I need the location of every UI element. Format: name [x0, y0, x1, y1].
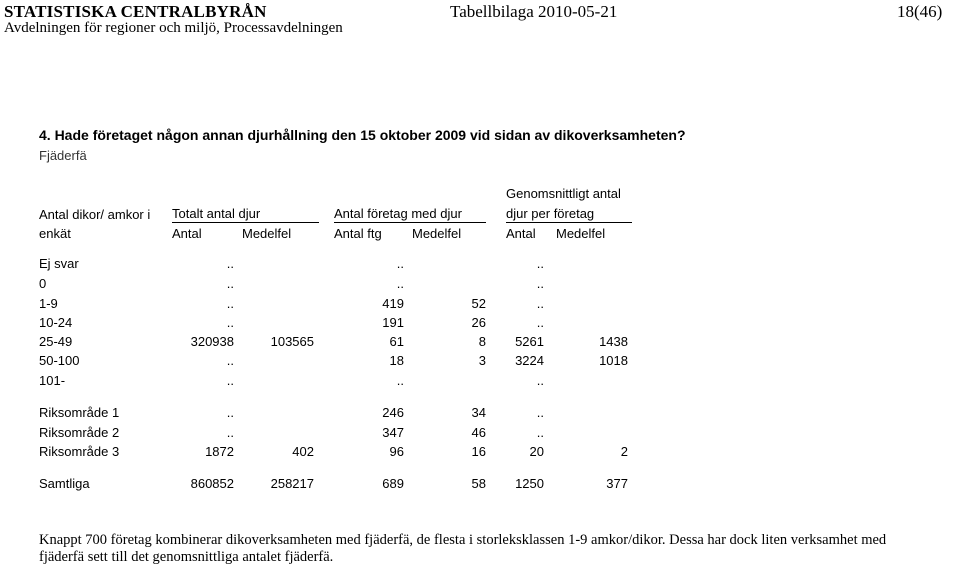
table-row: [0, 276, 960, 294]
row-label: Ej svar: [39, 256, 79, 271]
table-cell: ..: [226, 353, 234, 368]
table-cell: ..: [536, 373, 544, 388]
table-cell: ..: [226, 315, 234, 330]
table-cell: 61: [389, 334, 404, 349]
stub-header-line1: Antal dikor/ amkor i: [39, 207, 151, 222]
table-cell: 1018: [599, 353, 628, 368]
table-row: [0, 296, 960, 314]
footnote: [39, 532, 959, 566]
table-cell: 58: [471, 476, 486, 491]
subheader-antal-ftg: Antal ftg: [334, 226, 382, 241]
row-label: Riksområde 1: [39, 405, 120, 420]
table-cell: ..: [536, 425, 544, 440]
table-cell: 689: [382, 476, 404, 491]
row-label: 0: [39, 276, 47, 291]
table-cell: ..: [226, 373, 234, 388]
table-row: [0, 334, 960, 352]
table-row: [0, 425, 960, 443]
table-subtitle: Fjäderfä: [39, 148, 87, 163]
question-heading: 4. Hade företaget någon annan djurhållning den 15 oktober 2009 vid sidan av dikoverksamheten?: [39, 127, 686, 143]
table-cell: 320938: [190, 334, 234, 349]
table-cell: 1872: [205, 444, 234, 459]
table-cell: 402: [292, 444, 314, 459]
table-row: [0, 373, 960, 391]
table-cell: 5261: [515, 334, 544, 349]
table-cell: ..: [226, 256, 234, 271]
row-label: Riksområde 3: [39, 444, 120, 459]
table-cell: ..: [536, 315, 544, 330]
table-cell: ..: [226, 405, 234, 420]
row-label: 1-9: [39, 296, 58, 311]
table-cell: ..: [536, 276, 544, 291]
row-label: 50-100: [39, 353, 80, 368]
table-cell: 258217: [270, 476, 314, 491]
table-cell: ..: [396, 276, 404, 291]
table-cell: ..: [536, 256, 544, 271]
table-cell: 20: [529, 444, 544, 459]
table-cell: 34: [471, 405, 486, 420]
table-cell: 52: [471, 296, 486, 311]
subheader-medelfel-1: Medelfel: [242, 226, 292, 241]
table-row: [0, 476, 960, 494]
header-page-number: 18(46): [897, 2, 943, 21]
group-header-companies: Antal företag med djur: [334, 206, 462, 221]
table-cell: 103565: [270, 334, 314, 349]
row-label: Samtliga: [39, 476, 90, 491]
table-cell: ..: [396, 373, 404, 388]
table-cell: 3224: [515, 353, 544, 368]
table-row: [0, 256, 960, 274]
group-header-average-line1: Genomsnittligt antal: [506, 186, 621, 201]
row-label: Riksområde 2: [39, 425, 120, 440]
table-cell: ..: [226, 425, 234, 440]
group-header-average-line2: djur per företag: [506, 206, 595, 221]
table-cell: 860852: [190, 476, 234, 491]
row-label: 25-49: [39, 334, 73, 349]
table-cell: 191: [382, 315, 404, 330]
group-header-total: Totalt antal djur: [172, 206, 261, 221]
group-header-total-underline: [172, 222, 319, 223]
header-date: Tabellbilaga 2010-05-21: [450, 2, 618, 21]
table-cell: 26: [471, 315, 486, 330]
table-cell: 419: [382, 296, 404, 311]
table-cell: ..: [226, 296, 234, 311]
table-row: [0, 405, 960, 423]
header-department: Avdelningen för regioner och miljö, Processavdelningen: [4, 20, 343, 36]
table-cell: 1438: [599, 334, 628, 349]
table-cell: ..: [226, 276, 234, 291]
table-cell: 1250: [515, 476, 544, 491]
row-label: 101-: [39, 373, 66, 388]
table-cell: 347: [382, 425, 404, 440]
header-organization: STATISTISKA CENTRALBYRÅN: [4, 2, 267, 21]
table-row: [0, 315, 960, 333]
table-cell: 3: [478, 353, 486, 368]
footnote-line-2: fjäderfä sett till det genomsnittliga antalet fjäderfä.: [39, 549, 334, 565]
table-cell: 2: [620, 444, 628, 459]
subheader-antal-3: Antal: [506, 226, 536, 241]
subheader-medelfel-3: Medelfel: [556, 226, 606, 241]
row-label: 10-24: [39, 315, 73, 330]
footnote-line-1: Knappt 700 företag kombinerar dikoverksamheten med fjäderfä, de flesta i storleksklassen 1-9 amkor/dikor. Dessa har dock liten verksamhet med: [39, 532, 887, 548]
subheader-medelfel-2: Medelfel: [412, 226, 462, 241]
table-cell: 16: [471, 444, 486, 459]
table-cell: ..: [396, 256, 404, 271]
table-cell: 246: [382, 405, 404, 420]
table-row: [0, 353, 960, 371]
table-cell: 8: [478, 334, 486, 349]
table-cell: 18: [389, 353, 404, 368]
table-cell: ..: [536, 405, 544, 420]
table-cell: ..: [536, 296, 544, 311]
stub-header-line2: enkät: [39, 226, 71, 241]
subheader-antal-1: Antal: [172, 226, 202, 241]
table-cell: 377: [606, 476, 628, 491]
table-cell: 96: [389, 444, 404, 459]
group-header-companies-underline: [334, 222, 486, 223]
table-row: [0, 444, 960, 462]
group-header-average-underline: [506, 222, 632, 223]
table-cell: 46: [471, 425, 486, 440]
